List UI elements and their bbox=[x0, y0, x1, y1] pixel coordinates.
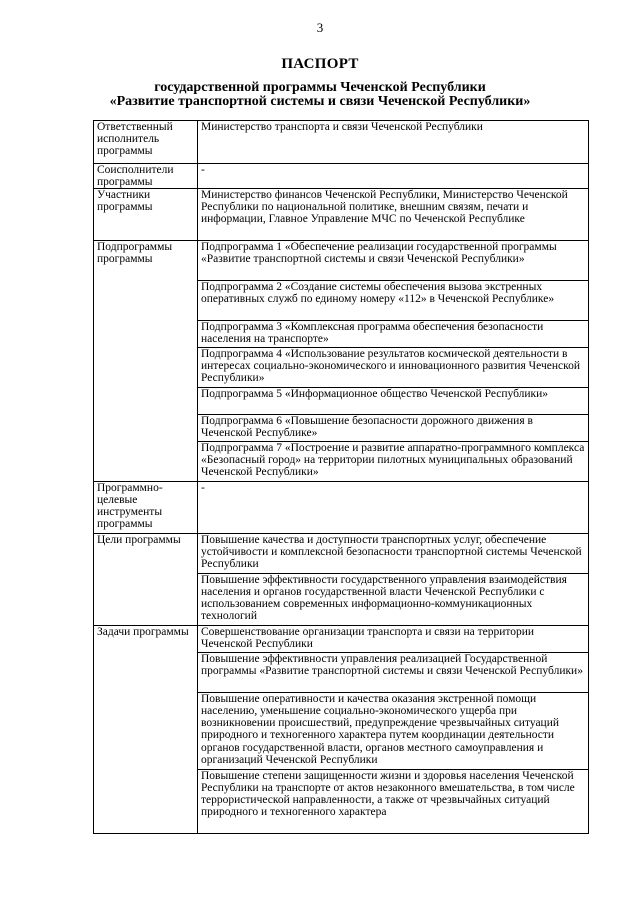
goal-item: Повышение эффективности государственного управления взаимодействия населения и органов государственной власти Чеченской Республики с использованием современных информационно-коммуникационных технологий bbox=[198, 574, 589, 626]
subprogram-item: Подпрограмма 1 «Обеспечение реализации государственной программы «Развитие транспортной системы и связи Чеченской Республики» bbox=[198, 241, 589, 281]
row-label-goals: Цели программы bbox=[94, 534, 198, 626]
row-value-instruments: - bbox=[198, 482, 589, 534]
passport-table bbox=[93, 120, 589, 834]
subprogram-item: Подпрограмма 2 «Создание системы обеспечения вызова экстренных оперативных служб по единому номеру «112» в Чеченской Республике» bbox=[198, 281, 589, 321]
row-label-instruments: Программно-целевые инструменты программы bbox=[94, 482, 198, 534]
document-title: ПАСПОРТ bbox=[281, 56, 359, 72]
table-row bbox=[94, 164, 589, 189]
document-subtitle-line1: государственной программы Чеченской Республики bbox=[154, 80, 486, 95]
subprogram-item: Подпрограмма 5 «Информационное общество Чеченской Республики» bbox=[198, 388, 589, 415]
goal-item: Повышение качества и доступности транспортных услуг, обеспечение устойчивости и комплексной безопасности транспортной системы Чеченской Республики bbox=[198, 534, 589, 574]
row-label-tasks: Задачи программы bbox=[94, 626, 198, 834]
document-subtitle-line2: «Развитие транспортной системы и связи Чеченской Республики» bbox=[109, 94, 531, 109]
row-label-responsible: Ответственный исполнитель программы bbox=[94, 121, 198, 164]
table-row bbox=[94, 482, 589, 534]
row-label-subprograms: Подпрограммы программы bbox=[94, 241, 198, 482]
subprogram-item: Подпрограмма 3 «Комплексная программа обеспечения безопасности населения на транспорте» bbox=[198, 321, 589, 348]
subprogram-item: Подпрограмма 4 «Использование результатов космической деятельности в интересах социально-экономического и инновационного развития Чеченской Республики» bbox=[198, 348, 589, 388]
row-value-participants: Министерство финансов Чеченской Республики, Министерство Чеченской Республики по национальной политике, внешним связям, печати и информации, Главное Управление МЧС по Чеченской Республике bbox=[198, 189, 589, 241]
task-item: Совершенствование организации транспорта и связи на территории Чеченской Республики bbox=[198, 626, 589, 653]
task-item: Повышение оперативности и качества оказания экстренной помощи населению, уменьшение социально-экономического ущерба при возникновении происшествий, предупреждение чрезвычайных ситуаций природного и техногенного характера путем координации деятельности органов государственной власти, органов местного самоуправления и организаций Чеченской Республики bbox=[198, 693, 589, 770]
table-row bbox=[94, 121, 589, 164]
subprogram-item: Подпрограмма 7 «Построение и развитие аппаратно-программного комплекса «Безопасный город» на территории пилотных муниципальных образований Чеченской Республики» bbox=[198, 442, 589, 482]
table-row bbox=[94, 189, 589, 241]
table-row bbox=[94, 241, 589, 281]
table-row bbox=[94, 626, 589, 653]
page-number: 3 bbox=[316, 20, 324, 35]
table-row bbox=[94, 534, 589, 574]
row-label-participants: Участники программы bbox=[94, 189, 198, 241]
row-value-coexecutors: - bbox=[198, 164, 589, 189]
subprogram-item: Подпрограмма 6 «Повышение безопасности дорожного движения в Чеченской Республике» bbox=[198, 415, 589, 442]
row-label-coexecutors: Соисполнители программы bbox=[94, 164, 198, 189]
task-item: Повышение эффективности управления реализацией Государственной программы «Развитие транспортной системы и связи Чеченской Республики» bbox=[198, 653, 589, 693]
row-value-responsible: Министерство транспорта и связи Чеченской Республики bbox=[198, 121, 589, 164]
task-item: Повышение степени защищенности жизни и здоровья населения Чеченской Республики на транспорте от актов незаконного вмешательства, в том числе террористической направленности, а также от чрезвычайных ситуаций природного и техногенного характера bbox=[198, 770, 589, 834]
